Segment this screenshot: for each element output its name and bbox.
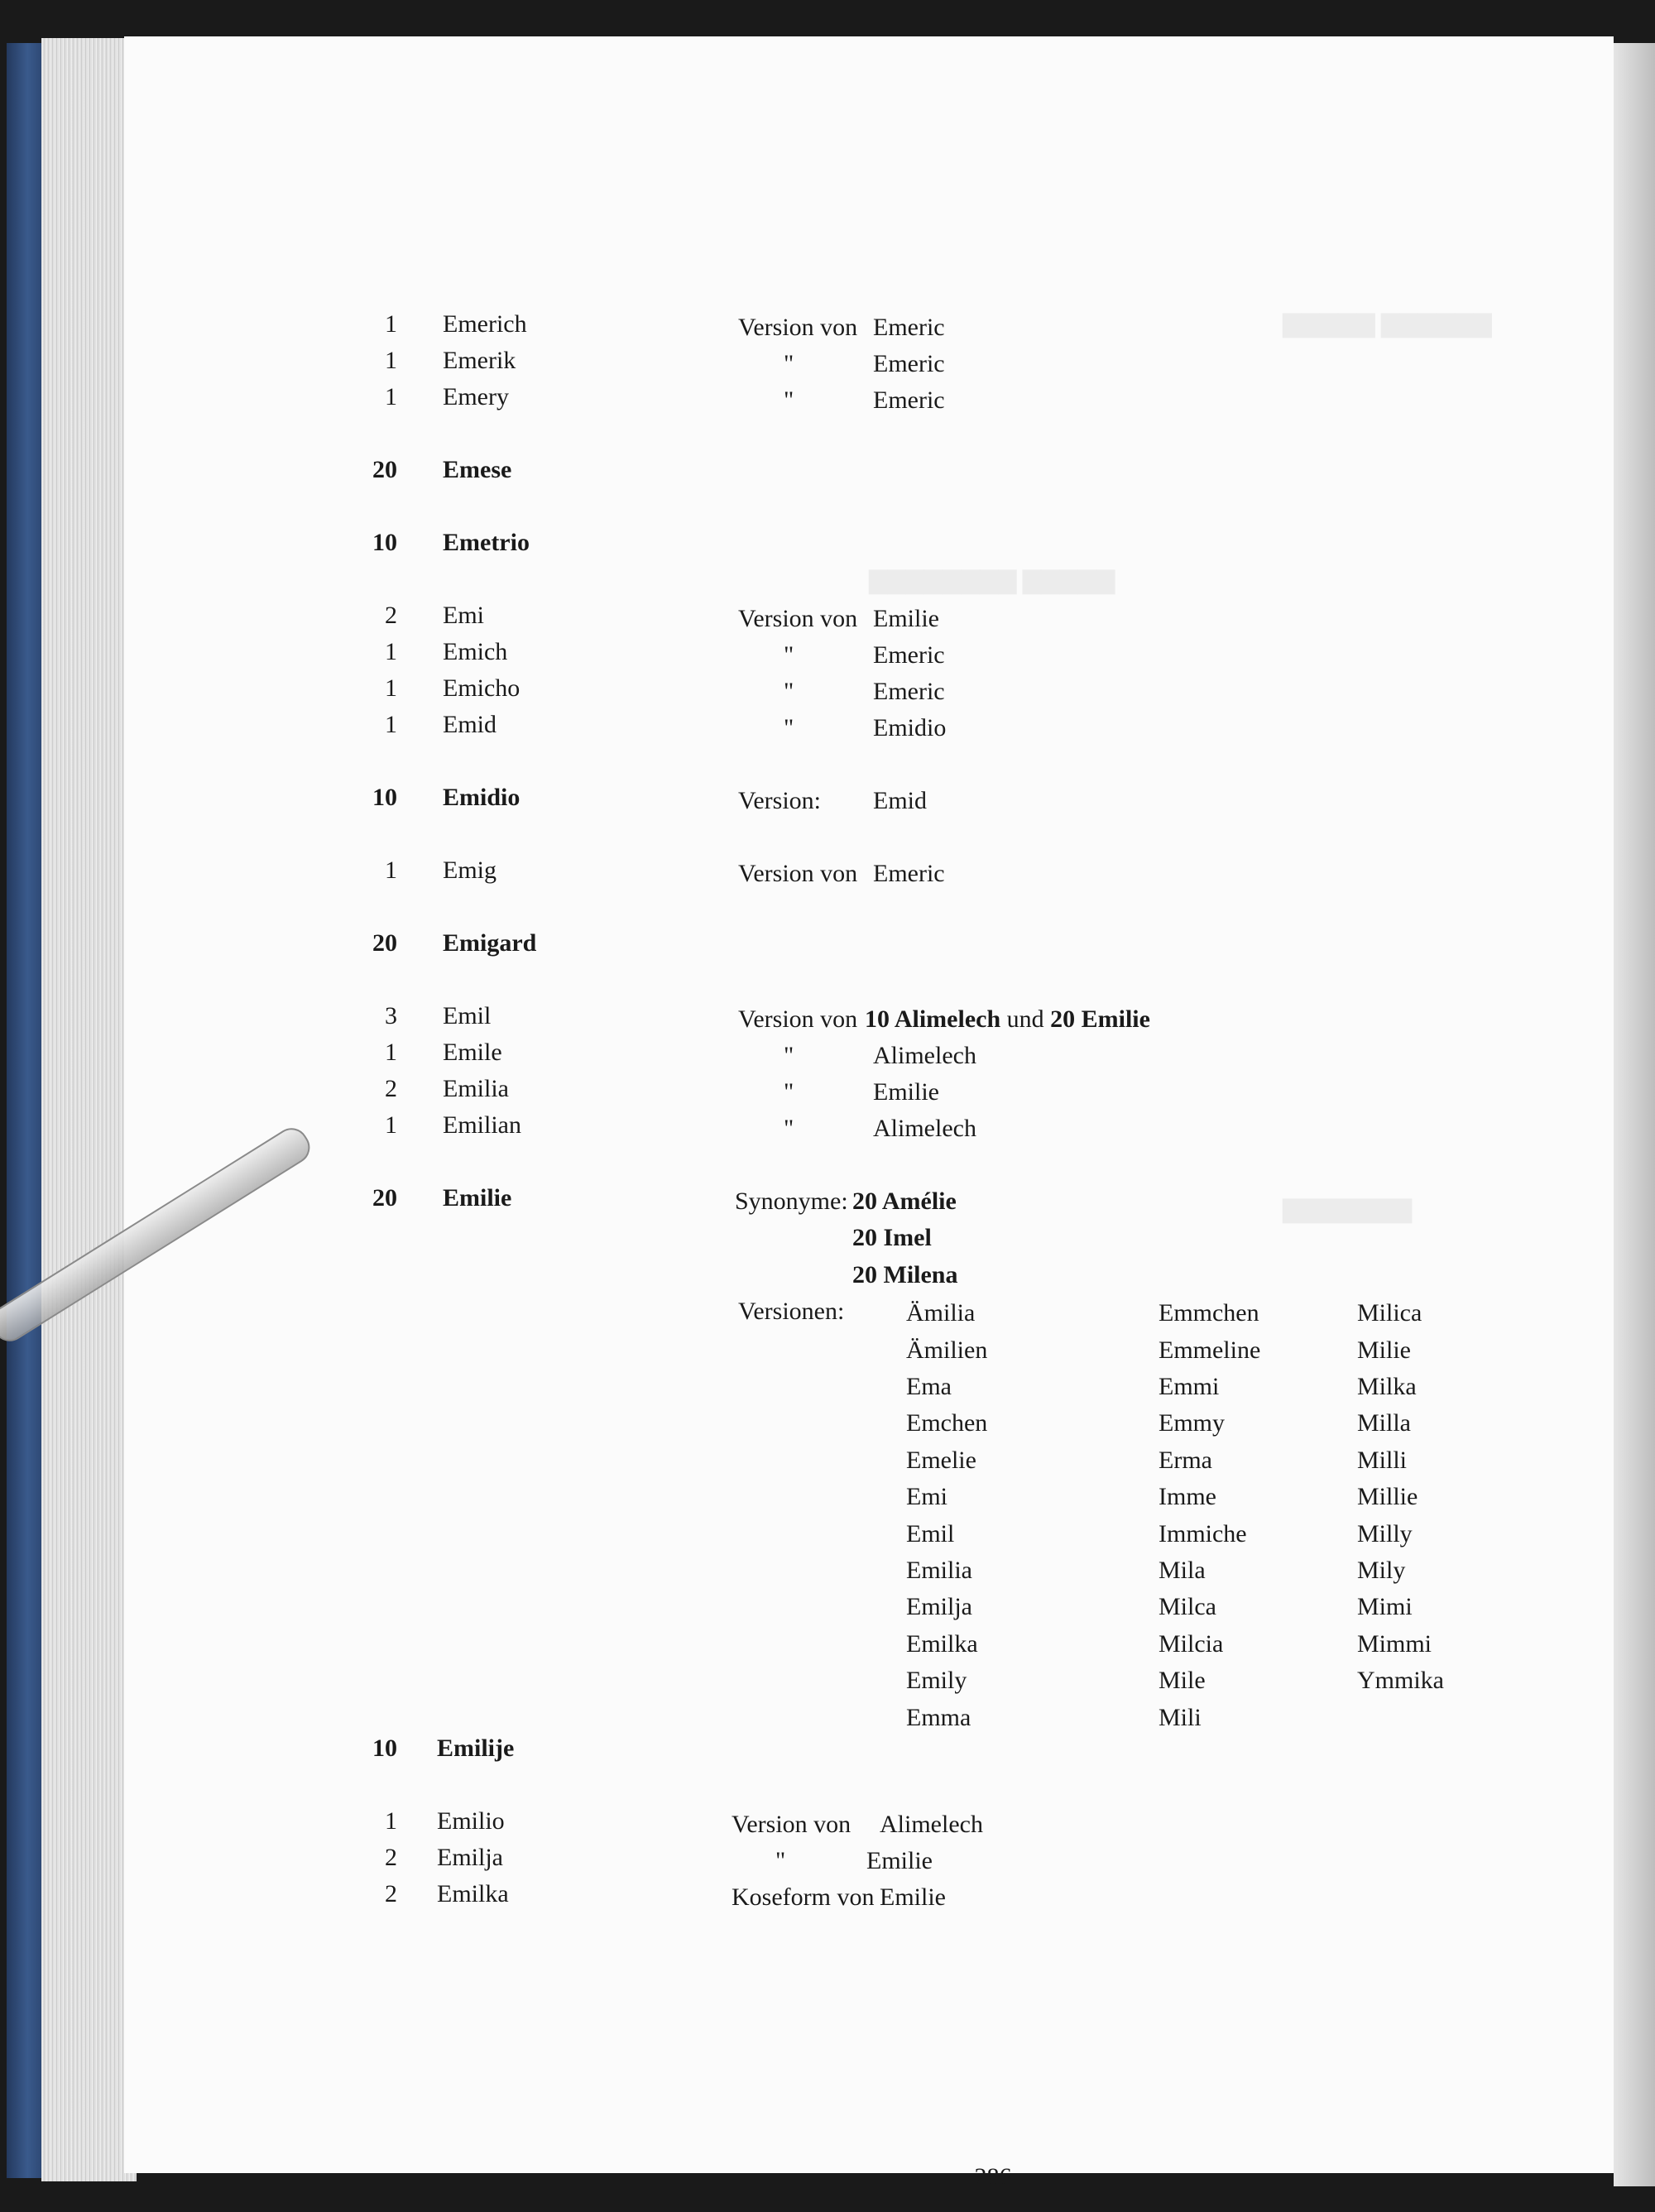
version-item: Milcia <box>1158 1629 1224 1658</box>
entry-name: Emid <box>443 711 496 738</box>
version-item: Mile <box>1158 1667 1206 1695</box>
entry-reference-type: " <box>784 1042 794 1069</box>
entry-name: Emilian <box>443 1111 521 1139</box>
version-item: Milly <box>1357 1519 1413 1547</box>
entry-name: Emilije <box>437 1735 515 1762</box>
version-item: Milica <box>1357 1299 1422 1327</box>
entry-reference-type: Koseform von <box>732 1883 875 1911</box>
entry-count: 10 <box>372 1735 397 1762</box>
entry-name: Emetrio <box>443 529 530 556</box>
entry-reference-type: Version von <box>738 605 858 632</box>
entry-reference-type: Version von <box>738 1005 858 1033</box>
entry-name: Emerich <box>443 310 527 338</box>
entry-reference-name: Alimelech <box>873 1042 976 1069</box>
entry-reference-name: Alimelech <box>873 1115 976 1142</box>
entry-count: 2 <box>385 1880 397 1907</box>
entry-reference-type: " <box>784 1078 794 1106</box>
entry-reference-type: " <box>784 678 794 705</box>
version-item: Milca <box>1158 1593 1216 1621</box>
version-item: Imme <box>1158 1483 1216 1511</box>
version-item: Emily <box>906 1667 967 1695</box>
entry-count: 1 <box>385 1807 397 1835</box>
version-item: Milli <box>1357 1446 1408 1474</box>
entry-count: 2 <box>385 1844 397 1871</box>
entry-count: 20 <box>372 456 397 483</box>
entry-count: 10 <box>372 529 397 556</box>
entry-reference-name: Alimelech <box>880 1811 983 1838</box>
entry-name: Emilio <box>437 1807 505 1835</box>
entry-reference-name: Emeric <box>873 860 945 887</box>
emilie-count: 20 <box>372 1184 397 1212</box>
entry-count: 2 <box>385 1075 397 1102</box>
entry-count: 1 <box>385 1039 397 1066</box>
versions-label: Versionen: <box>738 1298 845 1326</box>
version-item: Immiche <box>1158 1519 1247 1547</box>
entry-name: Emich <box>443 638 508 665</box>
entry-count: 1 <box>385 638 397 665</box>
entry-reference-rich <box>865 1007 1150 1032</box>
synonym-item: 20 Imel <box>852 1224 932 1252</box>
entry-count: 2 <box>385 602 397 629</box>
version-item: Mimi <box>1357 1593 1413 1621</box>
entry-reference-name: Emeric <box>873 386 945 414</box>
entry-reference-type: " <box>784 350 794 377</box>
version-item: Mila <box>1158 1557 1206 1584</box>
emilie-name: Emilie <box>443 1184 512 1212</box>
entry-reference-type: Version von <box>738 314 858 341</box>
entry-reference-type: Version: <box>738 787 821 814</box>
entry-reference-type: " <box>784 386 794 414</box>
version-item: Emchen <box>906 1409 988 1437</box>
entry-count: 10 <box>372 784 397 811</box>
synonyms-label: Synonyme: <box>735 1188 848 1215</box>
version-item: Mimmi <box>1357 1629 1432 1658</box>
entry-reference-name: Emilie <box>873 605 939 632</box>
entry-reference-type: Version von <box>738 860 858 887</box>
version-item: Emmchen <box>1158 1299 1259 1327</box>
entry-name: Emile <box>443 1039 502 1066</box>
version-item: Emilia <box>906 1557 972 1584</box>
entry-reference-name: Emeric <box>873 678 945 705</box>
entry-reference-type: " <box>784 1115 794 1142</box>
entry-count: 1 <box>385 674 397 702</box>
version-item: Emmy <box>1158 1409 1225 1437</box>
entry-reference-part: und <box>1000 1005 1051 1033</box>
book-page <box>124 36 1614 2190</box>
version-item: Emmi <box>1158 1373 1220 1400</box>
entry-reference-name: Emid <box>873 787 927 814</box>
version-item: Milka <box>1357 1373 1417 1400</box>
entry-reference-type: Version von <box>732 1811 851 1838</box>
entry-name: Emilka <box>437 1880 509 1907</box>
entry-name: Emese <box>443 456 512 483</box>
entry-count: 20 <box>372 929 397 957</box>
entry-name: Emigard <box>443 929 537 957</box>
show-through-ghost: ▇▇▇▇▇▇▇ <box>1283 1197 1413 1223</box>
entry-name: Emil <box>443 1002 492 1029</box>
version-item: Emi <box>906 1483 947 1511</box>
entry-reference-name: Emeric <box>873 350 945 377</box>
entry-count: 1 <box>385 856 397 884</box>
entry-reference-type: " <box>775 1847 786 1874</box>
version-item: Milie <box>1357 1336 1411 1364</box>
version-item: Ymmika <box>1357 1667 1444 1695</box>
page-right-edge <box>1614 43 1655 2186</box>
synonym-item: 20 Amélie <box>852 1188 957 1215</box>
entry-count: 1 <box>385 711 397 738</box>
entry-count: 1 <box>385 383 397 410</box>
version-item: Emil <box>906 1519 955 1547</box>
version-item: Emilja <box>906 1593 972 1621</box>
entry-name: Emery <box>443 383 509 410</box>
page-stack-edges <box>41 38 137 2181</box>
version-item: Ema <box>906 1373 952 1400</box>
entry-count: 1 <box>385 1111 397 1139</box>
entry-name: Emig <box>443 856 496 884</box>
entry-name: Emi <box>443 602 484 629</box>
version-item: Emelie <box>906 1446 976 1474</box>
entry-name: Emidio <box>443 784 520 811</box>
show-through-ghost: ▇▇▇▇▇▇ ▇▇▇▇▇ <box>1283 311 1492 338</box>
version-item: Erma <box>1158 1446 1212 1474</box>
entry-count: 1 <box>385 347 397 374</box>
version-item: Emmeline <box>1158 1336 1261 1364</box>
version-item: Emilka <box>906 1629 978 1658</box>
version-item: Mili <box>1158 1703 1202 1731</box>
version-item: Emma <box>906 1703 971 1731</box>
entry-reference-type: " <box>784 641 794 669</box>
entry-name: Emilja <box>437 1844 503 1871</box>
entry-reference-name: Emilie <box>880 1883 946 1911</box>
entry-reference-name: Emeric <box>873 314 945 341</box>
entry-reference-part: 20 Emilie <box>1050 1005 1150 1033</box>
show-through-ghost: ▇▇▇▇▇ ▇▇▇▇▇▇▇▇ <box>869 568 1115 594</box>
entry-reference-name: Emilie <box>866 1847 933 1874</box>
entry-reference-name: Emidio <box>873 714 947 741</box>
entry-name: Emilia <box>443 1075 509 1102</box>
version-item: Mily <box>1357 1557 1406 1584</box>
entry-reference-part: 10 Alimelech <box>865 1005 1001 1033</box>
entry-count: 3 <box>385 1002 397 1029</box>
book-spine <box>7 43 45 2178</box>
entry-name: Emerik <box>443 347 516 374</box>
entry-count: 1 <box>385 310 397 338</box>
entry-name: Emicho <box>443 674 520 702</box>
entry-reference-name: Emilie <box>873 1078 939 1106</box>
synonym-item: 20 Milena <box>852 1260 958 1288</box>
version-item: Milla <box>1357 1409 1411 1437</box>
entry-reference-type: " <box>784 714 794 741</box>
version-item: Ämilia <box>906 1299 976 1327</box>
entry-reference-name: Emeric <box>873 641 945 669</box>
version-item: Millie <box>1357 1483 1418 1511</box>
version-item: Ämilien <box>906 1336 988 1364</box>
page-number: - 286 - <box>960 2163 1026 2190</box>
